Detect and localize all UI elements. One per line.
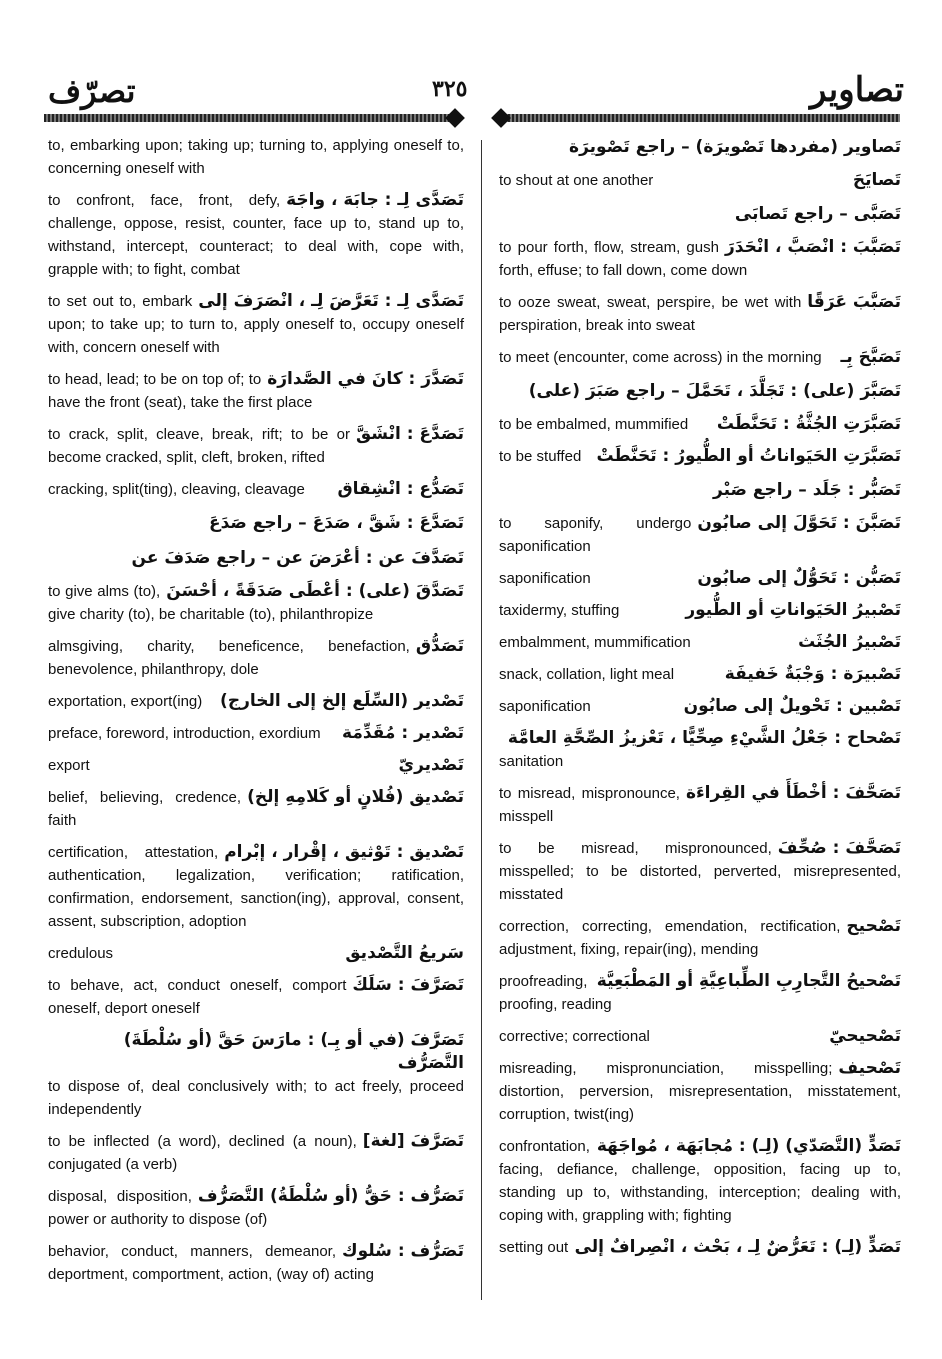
dictionary-entry [48, 134, 464, 180]
entry-arabic: تَصَرَّفَ : سَلَكَ [352, 975, 464, 995]
page-number: ٣٢٥ [432, 76, 468, 102]
dictionary-entry [499, 1135, 901, 1227]
entry-arabic: تَصْديق (فُلانٍ أو كَلامِهِ إلخ) [247, 787, 464, 807]
entry-arabic: تَصَبَّنَ : تَحَوَّلَ إلى صابُون [697, 513, 901, 533]
dictionary-entry [48, 189, 464, 281]
entry-arabic: تَصَدَّى لِـ : تَعَرَّضَ لِـ ، انْصَرَفَ إلى [198, 291, 464, 311]
dictionary-entry [48, 841, 464, 933]
entry-english: to set out to, embark upon; to take up; to turn to, apply oneself to, occupy oneself with, concern oneself with [48, 293, 464, 356]
entry-arabic: تَصْحيحُ التَّجارِبِ الطِّباعِيَّةِ أو المَطْبَعِيَّة [596, 971, 901, 991]
dictionary-entry [499, 599, 901, 622]
dictionary-entry [48, 635, 464, 681]
dictionary-entry [499, 695, 901, 718]
entry-arabic: تَصَبَّى – راجع تَصابَى [734, 204, 901, 224]
entry-english: to misread, mispronounce, misspell [499, 785, 680, 825]
entry-arabic: تَصَدَّعَ : انْشَقَّ [355, 424, 464, 444]
entry-arabic: تَصَرَّفَ [لغة] [362, 1131, 464, 1151]
entry-arabic: تَصَرُّف : حَقُّ (أو سُلْطَةُ) التَّصَرُّف [197, 1186, 464, 1206]
dictionary-entry [499, 378, 901, 404]
entry-arabic: تَصاوير (مفردها تَصْويرَة) – راجع تَصْويرَة [569, 137, 901, 157]
entry-arabic: تَصَرَّفَ (في أو بِـ) : مارَسَ حَقَّ (أو سُلْطَةَ) التَّصَرُّف [123, 1030, 464, 1073]
entry-arabic: تَصَبَّرَتِ الجُثَّةُ : تَحَنَّطَتْ [716, 414, 901, 434]
dictionary-entry [499, 567, 901, 590]
entry-english: proofreading, proofing, reading [499, 973, 612, 1013]
dictionary-entry [48, 368, 464, 414]
entry-english: embalmment, mummification [499, 634, 691, 651]
header-rule-left [44, 112, 456, 124]
entry-english: to head, lead; to be on top of; to have the front (seat), take the first place [48, 371, 313, 411]
entry-arabic: تَصْدير (السِّلَع إلخ إلى الخارج) [220, 691, 464, 711]
entry-arabic: تَصْديريّ [398, 755, 464, 775]
guide-word-right: تصاوير [810, 70, 904, 110]
entry-english: export [48, 757, 90, 774]
entry-english: to behave, act, conduct oneself, comport oneself, deport oneself [48, 977, 347, 1017]
entry-english: certification, attestation, authentication, legalization, verification; ratification, confirmation, endorsement, sanction(ing), approval, consent, assent, subscription, adoption [48, 844, 464, 930]
dictionary-entry [499, 512, 901, 558]
dictionary-entry [499, 727, 901, 773]
dictionary-entry [48, 690, 464, 713]
entry-english: to, embarking upon; taking up; turning to, applying oneself to, concerning oneself with [48, 137, 464, 177]
dictionary-entry [48, 1130, 464, 1176]
entry-arabic: تَصْحيف [838, 1058, 901, 1078]
entry-arabic: تَصَبُّن : تَحَوُّلٌ إلى صابُون [697, 568, 901, 588]
entry-english: snack, collation, light meal [499, 666, 675, 683]
entry-arabic: تَصَدَّفَ عن : أعْرَضَ عن – راجع صَدَفَ عن [131, 548, 464, 568]
entry-arabic: تَصَحَّفَ : صُحِّفَ [777, 838, 901, 858]
dictionary-entry [499, 201, 901, 227]
entry-english: belief, believing, credence, faith [48, 789, 242, 829]
dictionary-entry [48, 545, 464, 571]
diamond-ornament-icon [491, 108, 511, 128]
entry-arabic: تَصَحَّفَ : أخْطَأَ في القِراءَة [685, 783, 901, 803]
entry-arabic: تَصْحيح [846, 916, 901, 936]
dictionary-entry [499, 1057, 901, 1126]
entry-english: exportation, export(ing) [48, 693, 203, 710]
dictionary-entry [48, 290, 464, 359]
dictionary-entry [499, 970, 901, 1016]
entry-english: saponification [499, 570, 591, 587]
dictionary-entry [499, 346, 901, 369]
entry-english: to crack, split, cleave, break, rift; to be or become cracked, split, cleft, broken, rifted [48, 426, 350, 466]
entry-english: to be inflected (a word), declined (a noun), conjugated (a verb) [48, 1133, 357, 1173]
entry-english: almsgiving, charity, beneficence, benefaction, benevolence, philanthropy, dole [48, 638, 410, 678]
dictionary-entry [48, 423, 464, 469]
entry-arabic: تَصْدير : مُقَدِّمَة [342, 723, 464, 743]
entry-arabic: تَصَبَّحَ بِـ [840, 347, 901, 367]
entry-arabic: تَصَدٍّ (التَّصَدّي) (لِـ) : مُجابَهَة ، مُواجَهَة [596, 1136, 901, 1156]
entry-arabic: تَصَدَّى لِـ : جابَهَ ، واجَهَ [286, 190, 464, 210]
entry-arabic: تَصْديق : تَوْثيق ، إقْرار ، إبْرام [224, 842, 464, 862]
dictionary-entry [499, 782, 901, 828]
dictionary-entry [499, 413, 901, 436]
right-column [499, 134, 901, 1268]
header-rule-right [500, 112, 900, 124]
entry-arabic: تَصْبيرَة : وَجْبَةٌ خَفيفَة [724, 664, 901, 684]
entry-english: corrective; correctional [499, 1028, 650, 1045]
dictionary-entry [48, 510, 464, 536]
dictionary-entry [499, 291, 901, 337]
entry-english: to be misread, mispronounced, misspelled; to be distorted, perverted, misrepresented, misstated [499, 840, 901, 903]
dictionary-entry [499, 477, 901, 503]
dictionary-entry [48, 580, 464, 626]
dictionary-entry [499, 631, 901, 654]
entry-arabic: تَصَرُّف : سُلوك [342, 1241, 464, 1261]
entry-arabic: تَصَبَّرَتِ الحَيَواناتُ أو الطُّيورُ : تَحَنَّطَتْ [596, 446, 901, 466]
entry-english: to saponify, undergo saponification [499, 515, 692, 555]
entry-english: to dispose of, deal conclusively with; to act freely, proceed independently [48, 1078, 464, 1118]
diamond-ornament-icon [445, 108, 465, 128]
entry-arabic: تَصْبيرُ الجُثَث [798, 632, 901, 652]
dictionary-entry [499, 445, 901, 468]
entry-arabic: تَصَدُّق [415, 636, 464, 656]
entry-arabic: تَصَدَّعَ : شَقَّ ، صَدَعَ – راجع صَدَعَ [209, 513, 464, 533]
entry-english: setting out [499, 1239, 569, 1256]
dictionary-entry [499, 1236, 901, 1259]
entry-arabic: تَصْبيرُ الحَيَواناتِ أو الطُّيور [685, 600, 901, 620]
entry-english: taxidermy, stuffing [499, 602, 620, 619]
entry-arabic: تَصَدَّرَ : كانَ في الصَّدارَة [267, 369, 464, 389]
entry-english: misreading, mispronunciation, misspelling; distortion, perversion, misrepresentation, misstatement, corruption, twist(ing) [499, 1060, 901, 1123]
entry-english: saponification [499, 698, 591, 715]
entry-english: to ooze sweat, sweat, perspire, be wet with perspiration, break into sweat [499, 294, 802, 334]
entry-english: disposal, disposition, power or authority to dispose (of) [48, 1188, 268, 1228]
dictionary-entry [499, 169, 901, 192]
entry-english: to give alms (to), give charity (to), be charitable (to), philanthropize [48, 583, 374, 623]
dictionary-entry [48, 1240, 464, 1286]
entry-arabic: تَصْحاح : جَعْلُ الشَّيْءِ صِحِّيًّا ، تَعْزيزُ الصِّحَّةِ العامَّة [507, 728, 901, 748]
entry-arabic: تَصَبَّرَ (على) : تَجَلَّدَ ، تَحَمَّلَ – راجع صَبَرَ (على) [528, 381, 901, 401]
entry-english: correction, correcting, emendation, rectification, adjustment, fixing, repair(ing), mending [499, 918, 841, 958]
dictionary-entry [48, 754, 464, 777]
dictionary-entry [499, 236, 901, 282]
column-divider [481, 140, 482, 1300]
dictionary-entry [499, 915, 901, 961]
dictionary-entry [48, 1185, 464, 1231]
entry-english: credulous [48, 945, 114, 962]
entry-arabic: تَصْحيحيّ [829, 1026, 901, 1046]
entry-english: behavior, conduct, manners, demeanor, deportment, comportment, action, (way of) acting [48, 1243, 374, 1283]
entry-english: to meet (encounter, come across) in the morning [499, 349, 822, 366]
entry-english: to pour forth, flow, stream, gush forth, effuse; to fall down, come down [499, 239, 748, 279]
entry-arabic: تَصَبَّبَ : انْصَبَّ ، انْحَدَرَ [724, 237, 901, 257]
dictionary-entry [499, 134, 901, 160]
entry-english: confrontation, facing, defiance, challenge, opposition, facing up to, standing up to, withstanding, interception; dealing with, coping with, grappling with; fighting [499, 1138, 901, 1224]
dictionary-entry [48, 478, 464, 501]
entry-arabic: تَصايَحَ [852, 170, 901, 190]
entry-english: to confront, face, front, defy, challenge, oppose, resist, counter, face up to, stand up to, withstand, intercept, counteract; to deal with, cope with, grapple with; to fight, combat [48, 192, 464, 278]
entry-arabic: تَصَدُّع : انْشِقاق [337, 479, 464, 499]
entry-arabic: تَصَدٍّ (لِـ) : تَعَرُّضٌ لِـ ، بَحْث ، انْصِرافٌ إلى [574, 1237, 901, 1257]
dictionary-entry [499, 837, 901, 906]
entry-english: to be embalmed, mummified [499, 416, 689, 433]
dictionary-entry [48, 1029, 464, 1121]
entry-english: preface, foreword, introduction, exordium [48, 725, 321, 742]
entry-arabic: تَصَبَّبَ عَرَقًا [807, 292, 901, 312]
entry-arabic: سَريعُ التَّصْديق [345, 943, 464, 963]
entry-english: to be stuffed [499, 448, 582, 465]
page-header [0, 0, 942, 130]
dictionary-entry [499, 1025, 901, 1048]
dictionary-entry [48, 974, 464, 1020]
left-column [48, 134, 464, 1295]
entry-english: to shout at one another [499, 172, 654, 189]
entry-arabic: تَصْبين : تَحْويلٌ إلى صابُون [683, 696, 901, 716]
entry-arabic: تَصَدَّقَ (على) : أعْطَى صَدَقَةً ، أحْسَنَ [166, 581, 464, 601]
entry-english: sanitation [499, 753, 564, 770]
dictionary-entry [48, 786, 464, 832]
dictionary-entry [499, 663, 901, 686]
entry-english: cracking, split(ting), cleaving, cleavage [48, 481, 305, 498]
guide-word-left: تصرّف [48, 72, 136, 110]
entry-arabic: تَصَبُّر : جَلَد – راجع صَبْر [713, 480, 901, 500]
dictionary-entry [48, 722, 464, 745]
dictionary-entry [48, 942, 464, 965]
